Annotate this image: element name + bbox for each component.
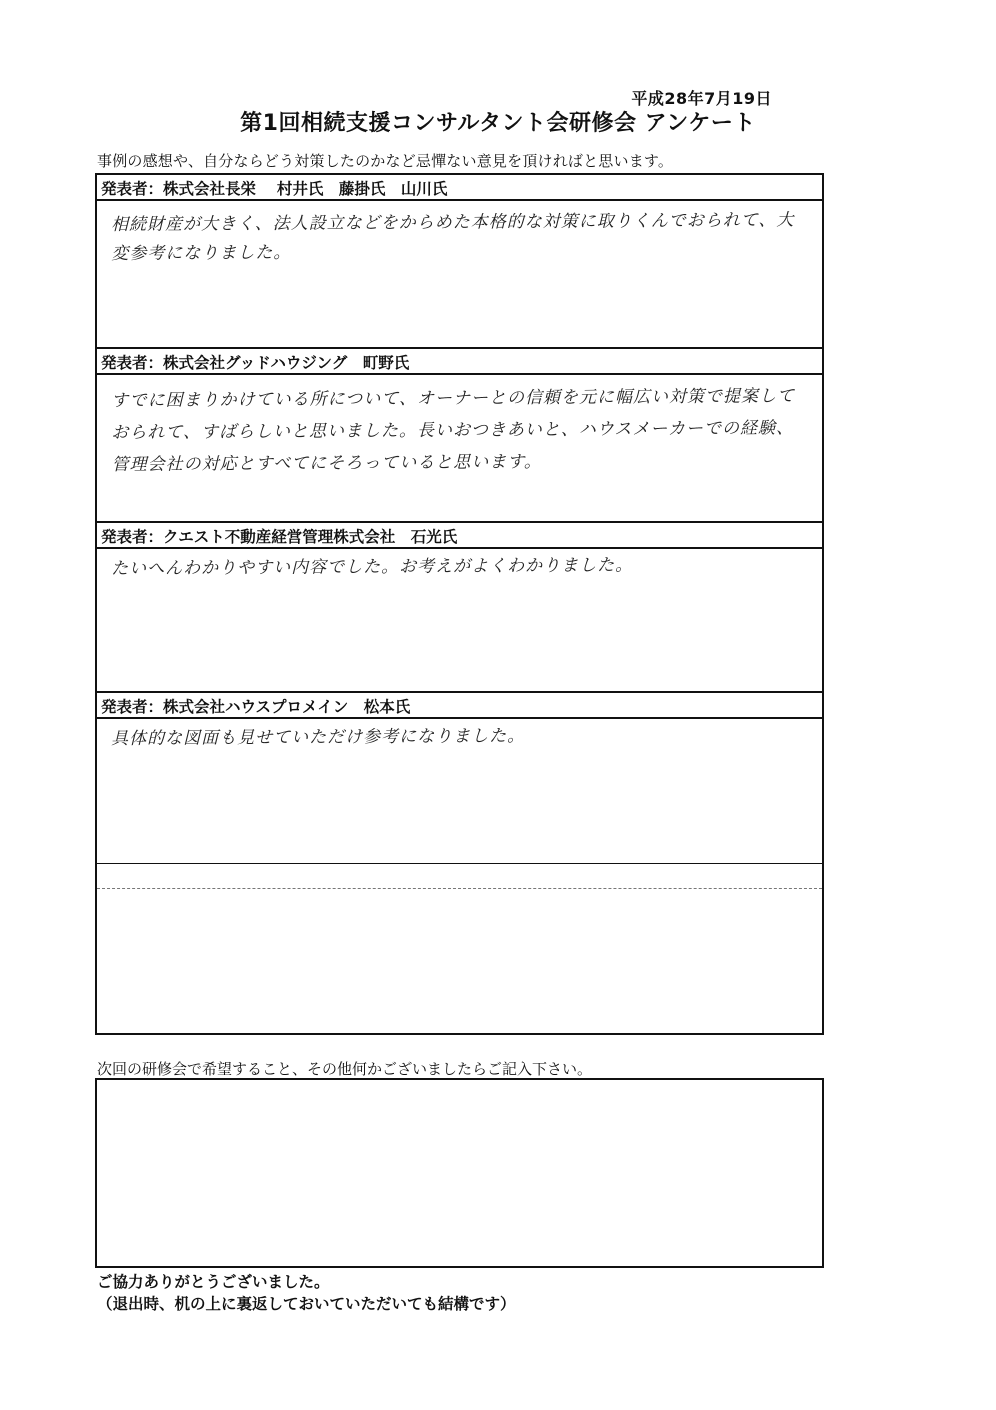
page-title: 第1回相続支援コンサルタント会研修会 アンケート	[240, 111, 756, 136]
presenter-heading: 発表者：株式会社グッドハウジング 町野氏	[97, 349, 822, 375]
presenter-section-2	[97, 349, 822, 523]
thanks-text: ご協力ありがとうございました。	[97, 1273, 330, 1291]
presenter-heading: 発表者：クエスト不動産経営管理株式会社 石光氏	[97, 523, 822, 549]
handwritten-comment: すでに困まりかけている所について、オーナーとの信頼を元に幅広い対策で提案しておられて、すばらしいと思いました。長いおつきあいと、ハウスメーカーでの経験、管理会社の対応とすべてにそろっていると思います。	[111, 386, 796, 475]
next-session-comment-box[interactable]	[95, 1078, 824, 1268]
next-session-label: 次回の研修会で希望すること、その他何かございましたらご記入下さい。	[97, 1060, 593, 1078]
instruction-text: 事例の感想や、自分ならどう対策したのかなど忌憚ない意見を頂ければと思います。	[97, 152, 674, 170]
section-divider	[97, 863, 822, 864]
presenter-section-3	[97, 523, 822, 693]
presenter-heading: 発表者：株式会社長栄 村井氏 藤掛氏 山川氏	[97, 175, 822, 201]
handwritten-comment: 相続財産が大きく、法人設立などをからめた本格的な対策に取りくんでおられて、大変参考になりました。	[111, 210, 795, 264]
survey-date: 平成28年7月19日	[631, 89, 772, 108]
feedback-frame	[95, 173, 824, 1035]
return-note: （退出時、机の上に裏返しておいていただいても結構です）	[97, 1295, 516, 1313]
presenter-heading: 発表者：株式会社ハウスプロメイン 松本氏	[97, 693, 822, 719]
handwritten-comment: 具体的な図面も見せていただけ参考になりました。	[111, 726, 526, 749]
presenter-section-4	[97, 693, 822, 863]
blank-comment-area[interactable]	[97, 891, 822, 1031]
handwritten-comment: たいへんわかりやすい内容でした。お考えがよくわかりました。	[111, 555, 634, 579]
dashed-divider	[97, 888, 822, 889]
presenter-section-1	[97, 175, 822, 349]
